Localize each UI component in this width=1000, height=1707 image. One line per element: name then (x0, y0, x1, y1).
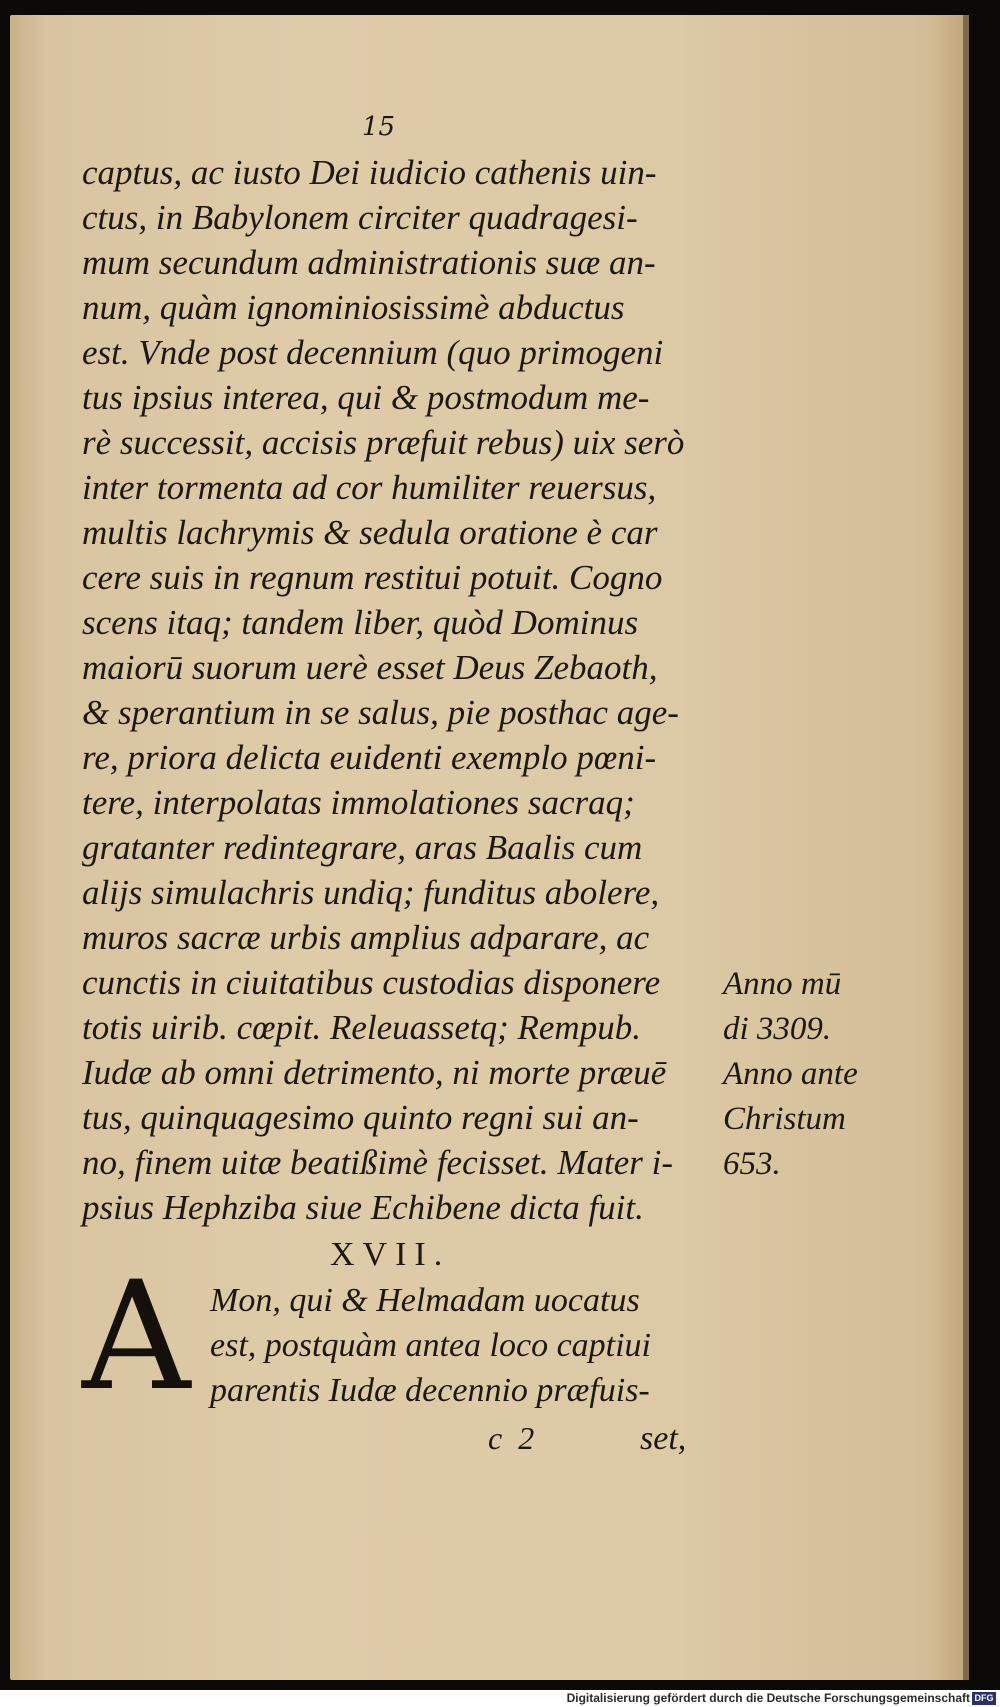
text-line: gratanter redintegrare, aras Baalis cum (82, 828, 643, 867)
text-line: est. Vnde post decennium (quo primogeni (82, 333, 664, 372)
text-line: alijs simulachris undiq; funditus abolere, (82, 873, 660, 912)
section-line: Mon, qui & Helmadam uocatus (210, 1282, 640, 1319)
text-line: no, finem uitæ beatißimè fecisset. Mater i- (82, 1143, 674, 1182)
digitization-credit: Digitalisierung gefördert durch die Deutsche Forschungsgemeinschaft (566, 1691, 970, 1705)
marginal-line: Anno ante (723, 1056, 858, 1092)
text-line: ctus, in Babylonem circiter quadragesi- (82, 198, 638, 237)
text-line: re, priora delicta euidenti exemplo pœni- (82, 738, 657, 777)
marginal-line: Anno mū (723, 966, 842, 1002)
text-line: maiorū suorum uerè esset Deus Zebaoth, (82, 648, 658, 687)
text-line: tus, quinquagesimo quinto regni sui an- (82, 1098, 639, 1137)
text-line: cere suis in regnum restitui potuit. Cogno (82, 558, 663, 597)
section-text (210, 1278, 710, 1413)
text-line: rè successit, accisis præfuit rebus) uix serò (82, 423, 685, 462)
marginal-note (723, 962, 923, 1187)
text-line: tus ipsius interea, qui & postmodum me- (82, 378, 650, 417)
text-line: mum secundum administrationis suæ an- (82, 243, 656, 282)
text-line: scens itaq; tandem liber, quòd Dominus (82, 603, 639, 642)
text-line: psius Hephziba siue Echibene dicta fuit. (82, 1188, 644, 1227)
page-number: 15 (362, 112, 396, 142)
marginal-line: 653. (723, 1146, 781, 1182)
text-line: inter tormenta ad cor humiliter reuersus, (82, 468, 657, 507)
page-edge (963, 15, 969, 1680)
text-line: muros sacræ urbis amplius adparare, ac (82, 918, 650, 957)
text-line: cunctis in ciuitatibus custodias disponere (82, 963, 661, 1002)
text-line: multis lachrymis & sedula oratione è car (82, 513, 658, 552)
body-text (82, 150, 722, 1230)
text-line: totis uirib. cœpit. Releuassetq; Rempub. (82, 1008, 641, 1047)
section-line: est, postquàm antea loco captiui (210, 1327, 652, 1364)
text-line: captus, ac iusto Dei iudicio cathenis uin- (82, 153, 657, 192)
marginal-line: Christum (723, 1101, 846, 1137)
text-line: Iudæ ab omni detrimento, ni morte præuē (82, 1053, 667, 1092)
text-line: & sperantium in se salus, pie posthac age- (82, 693, 679, 732)
catchword: set, (640, 1420, 687, 1457)
marginal-line: di 3309. (723, 1011, 832, 1047)
signature-mark: c 2 (488, 1420, 539, 1456)
section-heading: XVII. (330, 1236, 451, 1273)
text-line: tere, interpolatas immolationes sacraq; (82, 783, 635, 822)
section-line: parentis Iudæ decennio præfuis- (210, 1372, 650, 1409)
dfg-logo: DFG (972, 1692, 996, 1705)
drop-cap: A (82, 1250, 191, 1424)
text-line: num, quàm ignominiosissimè abductus (82, 288, 625, 327)
